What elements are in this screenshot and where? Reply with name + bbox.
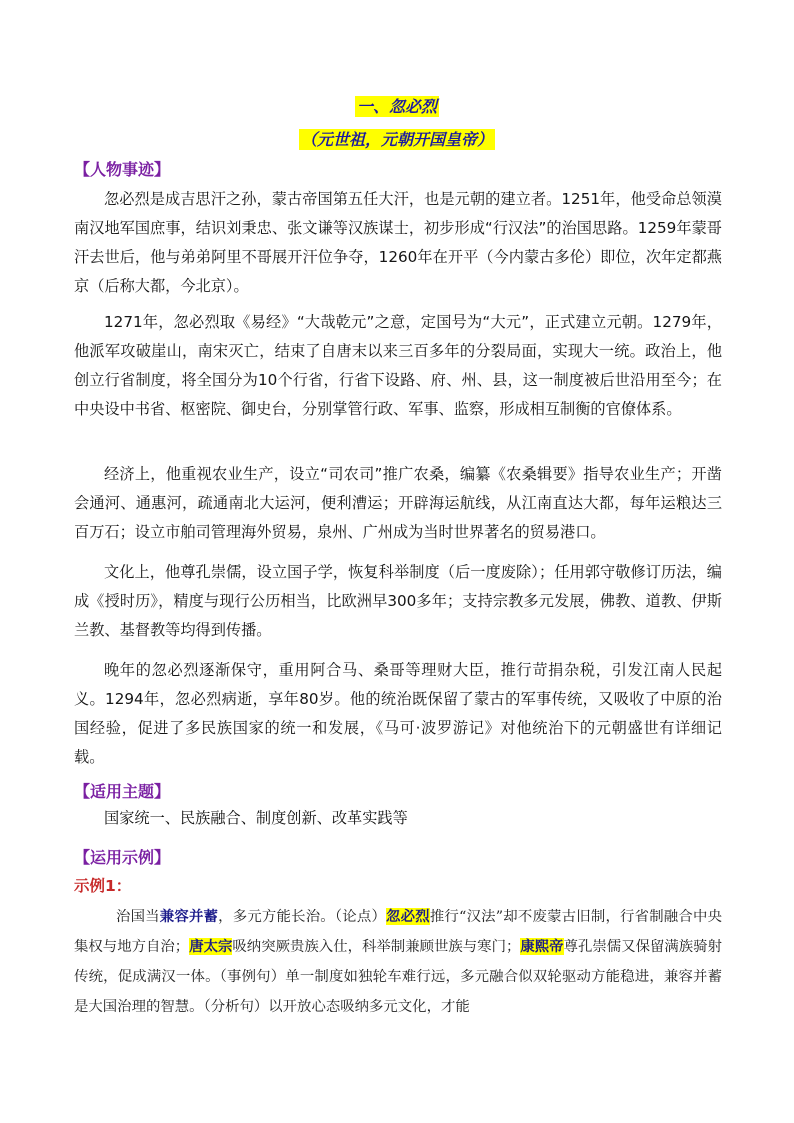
highlight-name: 唐太宗	[189, 938, 233, 955]
highlight-name: 忽必烈	[386, 908, 430, 925]
page-title	[0, 94, 794, 117]
section-heading-themes: 【适用主题】	[74, 782, 171, 801]
highlight-name: 康熙帝	[520, 938, 564, 955]
essay-keyword: 兼容并蓄	[159, 908, 219, 925]
essay-text: 推行“汉法”却不废蒙古旧制，行省制融合中央集权与地方自治；	[74, 909, 722, 955]
example-label: 示例1：	[74, 877, 132, 895]
example-essay	[74, 902, 722, 1022]
essay-text: 治国当	[116, 909, 160, 925]
page-subtitle	[0, 127, 794, 150]
essay-text: ，多元方能长治。（论点）	[218, 909, 387, 925]
paragraph-1: 忽必烈是成吉思汗之孙，蒙古帝国第五任大汗，也是元朝的建立者。1251年，他受命总领漠南汉地军国庶事，结识刘秉忠、张文谦等汉族谋士，初步形成“行汉法”的治国思路。1259年蒙哥汗去世后，他与弟弟阿里不哥展开汗位争夺，1260年在开平（今内蒙古多伦）即位，次年定都燕京（后称大都，今北京）。	[74, 190, 722, 295]
essay-text: 吸纳突厥贵族入仕，科举制兼顾世族与寒门；	[232, 939, 521, 955]
section-heading-usage: 【运用示例】	[74, 848, 171, 867]
paragraph-5: 晚年的忽必烈逐渐保守，重用阿合马、桑哥等理财大臣，推行苛捐杂税，引发江南人民起义。1294年，忽必烈病逝，享年80岁。他的统治既保留了蒙古的军事传统，又吸收了中原的治国经验，促进了多民族国家的统一和发展，《马可·波罗游记》对他统治下的元朝盛世有详细记载。	[74, 661, 722, 766]
subtitle-text: （元世祖，元朝开国皇帝）	[300, 130, 493, 149]
themes-text: 国家统一、民族融合、制度创新、改革实践等	[104, 809, 408, 827]
section-heading-deeds: 【人物事迹】	[74, 160, 171, 179]
paragraph-4: 文化上，他尊孔崇儒，设立国子学，恢复科举制度（后一度废除）；任用郭守敬修订历法，编成《授时历》，精度与现行公历相当，比欧洲早300多年；支持宗教多元发展，佛教、道教、伊斯兰教、基督教等均得到传播。	[74, 563, 722, 639]
paragraph-3: 经济上，他重视农业生产，设立“司农司”推广农桑，编纂《农桑辑要》指导农业生产；开凿会通河、通惠河，疏通南北大运河，便利漕运；开辟海运航线，从江南直达大都，每年运粮达三百万石；设立市舶司管理海外贸易，泉州、广州成为当时世界著名的贸易港口。	[74, 465, 722, 541]
essay-text: 尊孔崇儒又保留满族骑射传统，促成满汉一体。（事例句）单一制度如独轮车难行远，多元融合似双轮驱动方能稳进，兼容并蓄是大国治理的智慧。（分析句）以开放心态吸纳多元文化，才能	[74, 939, 722, 1015]
paragraph-2: 1271年，忽必烈取《易经》“大哉乾元”之意，定国号为“大元”，正式建立元朝。1279年，他派军攻破崖山，南宋灭亡，结束了自唐末以来三百多年的分裂局面，实现大一统。政治上，他创立行省制度，将全国分为10个行省，行省下设路、府、州、县，这一制度被后世沿用至今；在中央设中书省、枢密院、御史台，分别掌管行政、军事、监察，形成相互制衡的官僚体系。	[74, 313, 722, 418]
title-text: 一、忽必烈	[356, 97, 437, 116]
